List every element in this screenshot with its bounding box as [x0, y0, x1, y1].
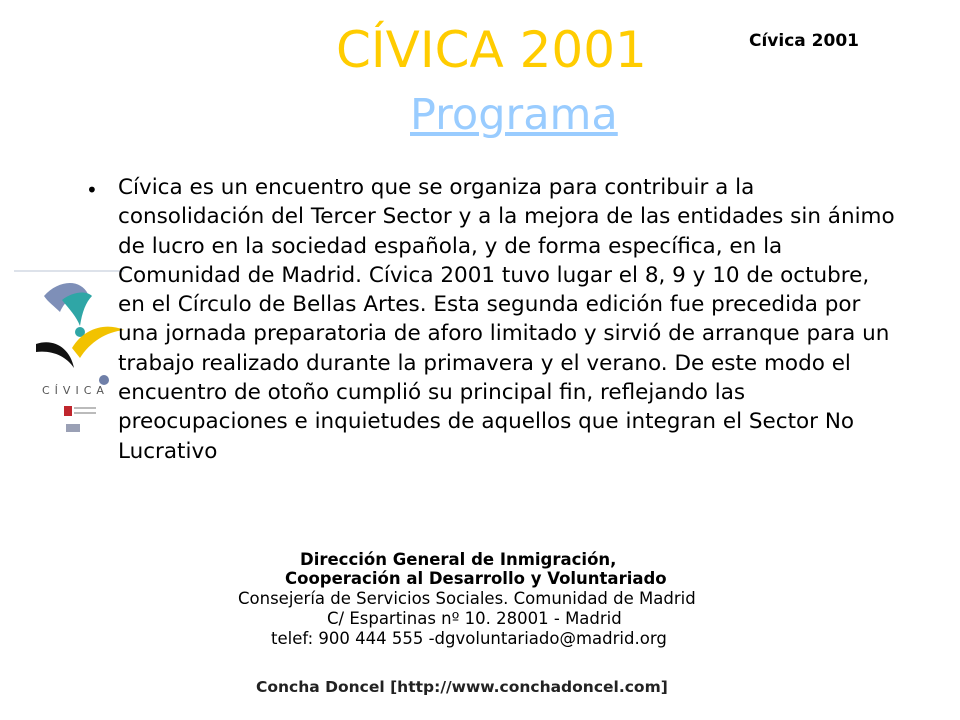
footer-line-ministry: Consejería de Servicios Sociales. Comunidad de Madrid — [238, 589, 696, 608]
corner-label: Cívica 2001 — [749, 31, 859, 51]
civica-logo-graphic — [14, 266, 124, 436]
footer-line-cooperation: Cooperación al Desarrollo y Voluntariado — [285, 569, 667, 588]
page-title: CÍVICA 2001 — [336, 21, 647, 79]
author-credit: Concha Doncel [http://www.conchadoncel.com] — [256, 678, 668, 696]
footer-line-department: Dirección General de Inmigración, — [300, 550, 617, 569]
civica-logo — [14, 266, 124, 436]
bullet-marker: • — [86, 178, 98, 202]
description-paragraph: Cívica es un encuentro que se organiza para contribuir a la consolidación del Tercer Sector y a la mejora de las entidades sin ánimo de lucro en la sociedad española, y de forma específica, en la Comunidad de Madrid. Cívica 2001 tuvo lugar el 8, 9 y 10 de octubre, en el Círculo de Bellas Artes. Esta segunda edición fue precedida por una jornada preparatoria de aforo limitado y sirvió de arranque para un trabajo realizado durante la primavera y el verano. De este modo el encuentro de otoño cumplió su principal fin, reflejando las preocupaciones e inquietudes de aquellos que integran el Sector No Lucrativo — [118, 175, 895, 464]
footer-line-contact: telef: 900 444 555 -dgvoluntariado@madrid.org — [271, 629, 667, 648]
logo-wordmark: CÍVICA — [42, 384, 109, 397]
footer-line-address: C/ Espartinas nº 10. 28001 - Madrid — [327, 609, 622, 628]
program-link[interactable]: Programa — [410, 90, 618, 140]
